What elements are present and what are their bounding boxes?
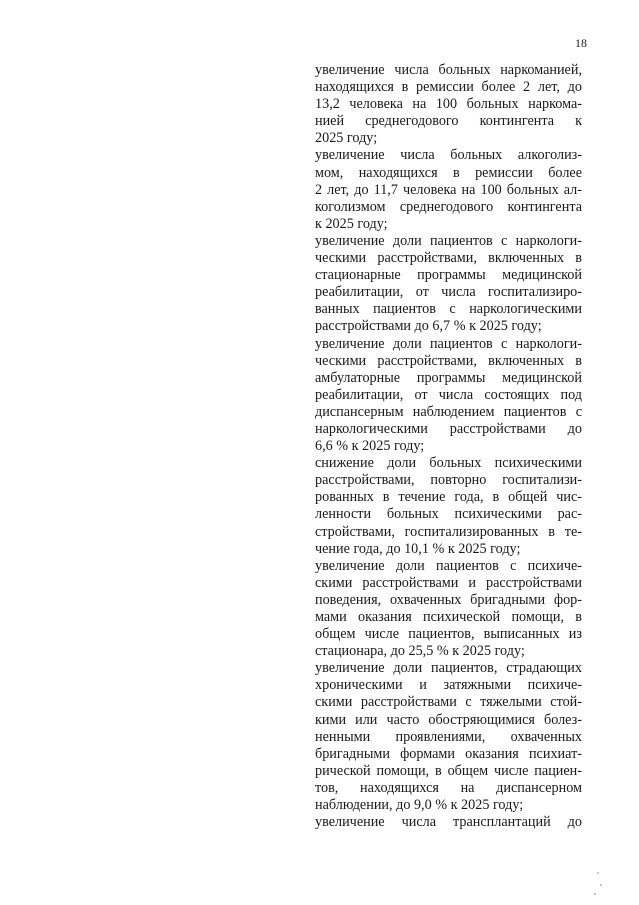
text-line: скими расстройствами с тяжелыми стой- xyxy=(315,694,582,711)
paragraph xyxy=(315,660,582,814)
text-line: увеличение доли пациентов с психиче- xyxy=(315,557,582,574)
text-line: 13,2 человека на 100 больных наркома- xyxy=(315,96,582,113)
text-line: тов, находящихся на диспансерном xyxy=(315,779,582,796)
text-line: диспансерным наблюдением пациентов с xyxy=(315,403,582,420)
text-line: наблюдении, до 9,0 % к 2025 году; xyxy=(315,797,524,814)
text-line: расстройствами до 6,7 % к 2025 году; xyxy=(315,318,542,335)
text-line: реабилитации, от числа госпитализиро- xyxy=(315,284,582,301)
scan-speck xyxy=(600,884,602,886)
text-line: поведения, охваченных бригадными фор- xyxy=(315,591,582,608)
text-line: расстройствами, повторно госпитализи- xyxy=(315,472,582,489)
text-line: увеличение числа больных наркоманией, xyxy=(315,62,582,78)
paragraph xyxy=(315,147,582,232)
text-line: ческими расстройствами, включенных в xyxy=(315,250,582,267)
text-line: снижение доли больных психическими xyxy=(315,455,582,472)
text-line: коголизмом среднегодового контингента xyxy=(315,198,582,215)
paragraph xyxy=(315,558,582,661)
text-line: стационарные программы медицинской xyxy=(315,267,582,284)
text-line: бригадными формами оказания психиат- xyxy=(315,745,582,762)
text-line: амбулаторные программы медицинской xyxy=(315,369,582,386)
text-line: находящихся в ремиссии более 2 лет, до xyxy=(315,79,582,96)
text-line: увеличение доли пациентов, страдающих xyxy=(315,660,582,677)
paragraph xyxy=(315,233,582,336)
text-line: стационара, до 25,5 % к 2025 году; xyxy=(315,643,525,660)
text-line: скими расстройствами и расстройствами xyxy=(315,574,582,591)
text-line: 2 лет, до 11,7 человека на 100 больных ал- xyxy=(315,181,582,198)
text-line: стройствами, госпитализированных в те- xyxy=(315,523,582,540)
text-line: увеличение числа трансплантаций до xyxy=(315,814,582,831)
paragraph xyxy=(315,336,582,456)
scan-speck xyxy=(594,893,596,895)
text-line: рической помощи, в общем числе пациен- xyxy=(315,762,582,779)
text-line: 2025 году; xyxy=(315,130,378,147)
text-line: ческими расстройствами, включенных в xyxy=(315,352,582,369)
text-line: кими или часто обостряющимися болез- xyxy=(315,711,582,728)
text-line: увеличение доли пациентов с наркологи- xyxy=(315,232,582,249)
paragraph xyxy=(315,814,582,831)
text-line: чение года, до 10,1 % к 2025 году; xyxy=(315,540,521,557)
text-line: ленности больных психическими рас- xyxy=(315,506,582,523)
scan-speck xyxy=(597,872,599,874)
text-line: хроническими и затяжными психиче- xyxy=(315,677,582,694)
text-line: общем числе пациентов, выписанных из xyxy=(315,626,582,643)
text-line: нией среднегодового контингента к xyxy=(315,113,582,130)
text-line: ванных пациентов с наркологическими xyxy=(315,301,582,318)
text-line: к 2025 году; xyxy=(315,215,388,232)
paragraph xyxy=(315,62,582,147)
text-line: 6,6 % к 2025 году; xyxy=(315,438,425,455)
text-line: увеличение числа больных алкоголиз- xyxy=(315,147,582,164)
text-line: наркологическими расстройствами до xyxy=(315,420,582,437)
text-line: рованных в течение года, в общей чис- xyxy=(315,489,582,506)
text-line: мом, находящихся в ремиссии более xyxy=(315,164,582,181)
text-line: реабилитации, от числа состоящих под xyxy=(315,386,582,403)
page-number: 18 xyxy=(575,36,587,50)
text-line: увеличение доли пациентов с наркологи- xyxy=(315,335,582,352)
text-line: мами оказания психической помощи, в xyxy=(315,609,582,625)
paragraph xyxy=(315,455,582,558)
text-column xyxy=(315,62,582,831)
text-line: ненными проявлениями, охваченных xyxy=(315,728,582,745)
